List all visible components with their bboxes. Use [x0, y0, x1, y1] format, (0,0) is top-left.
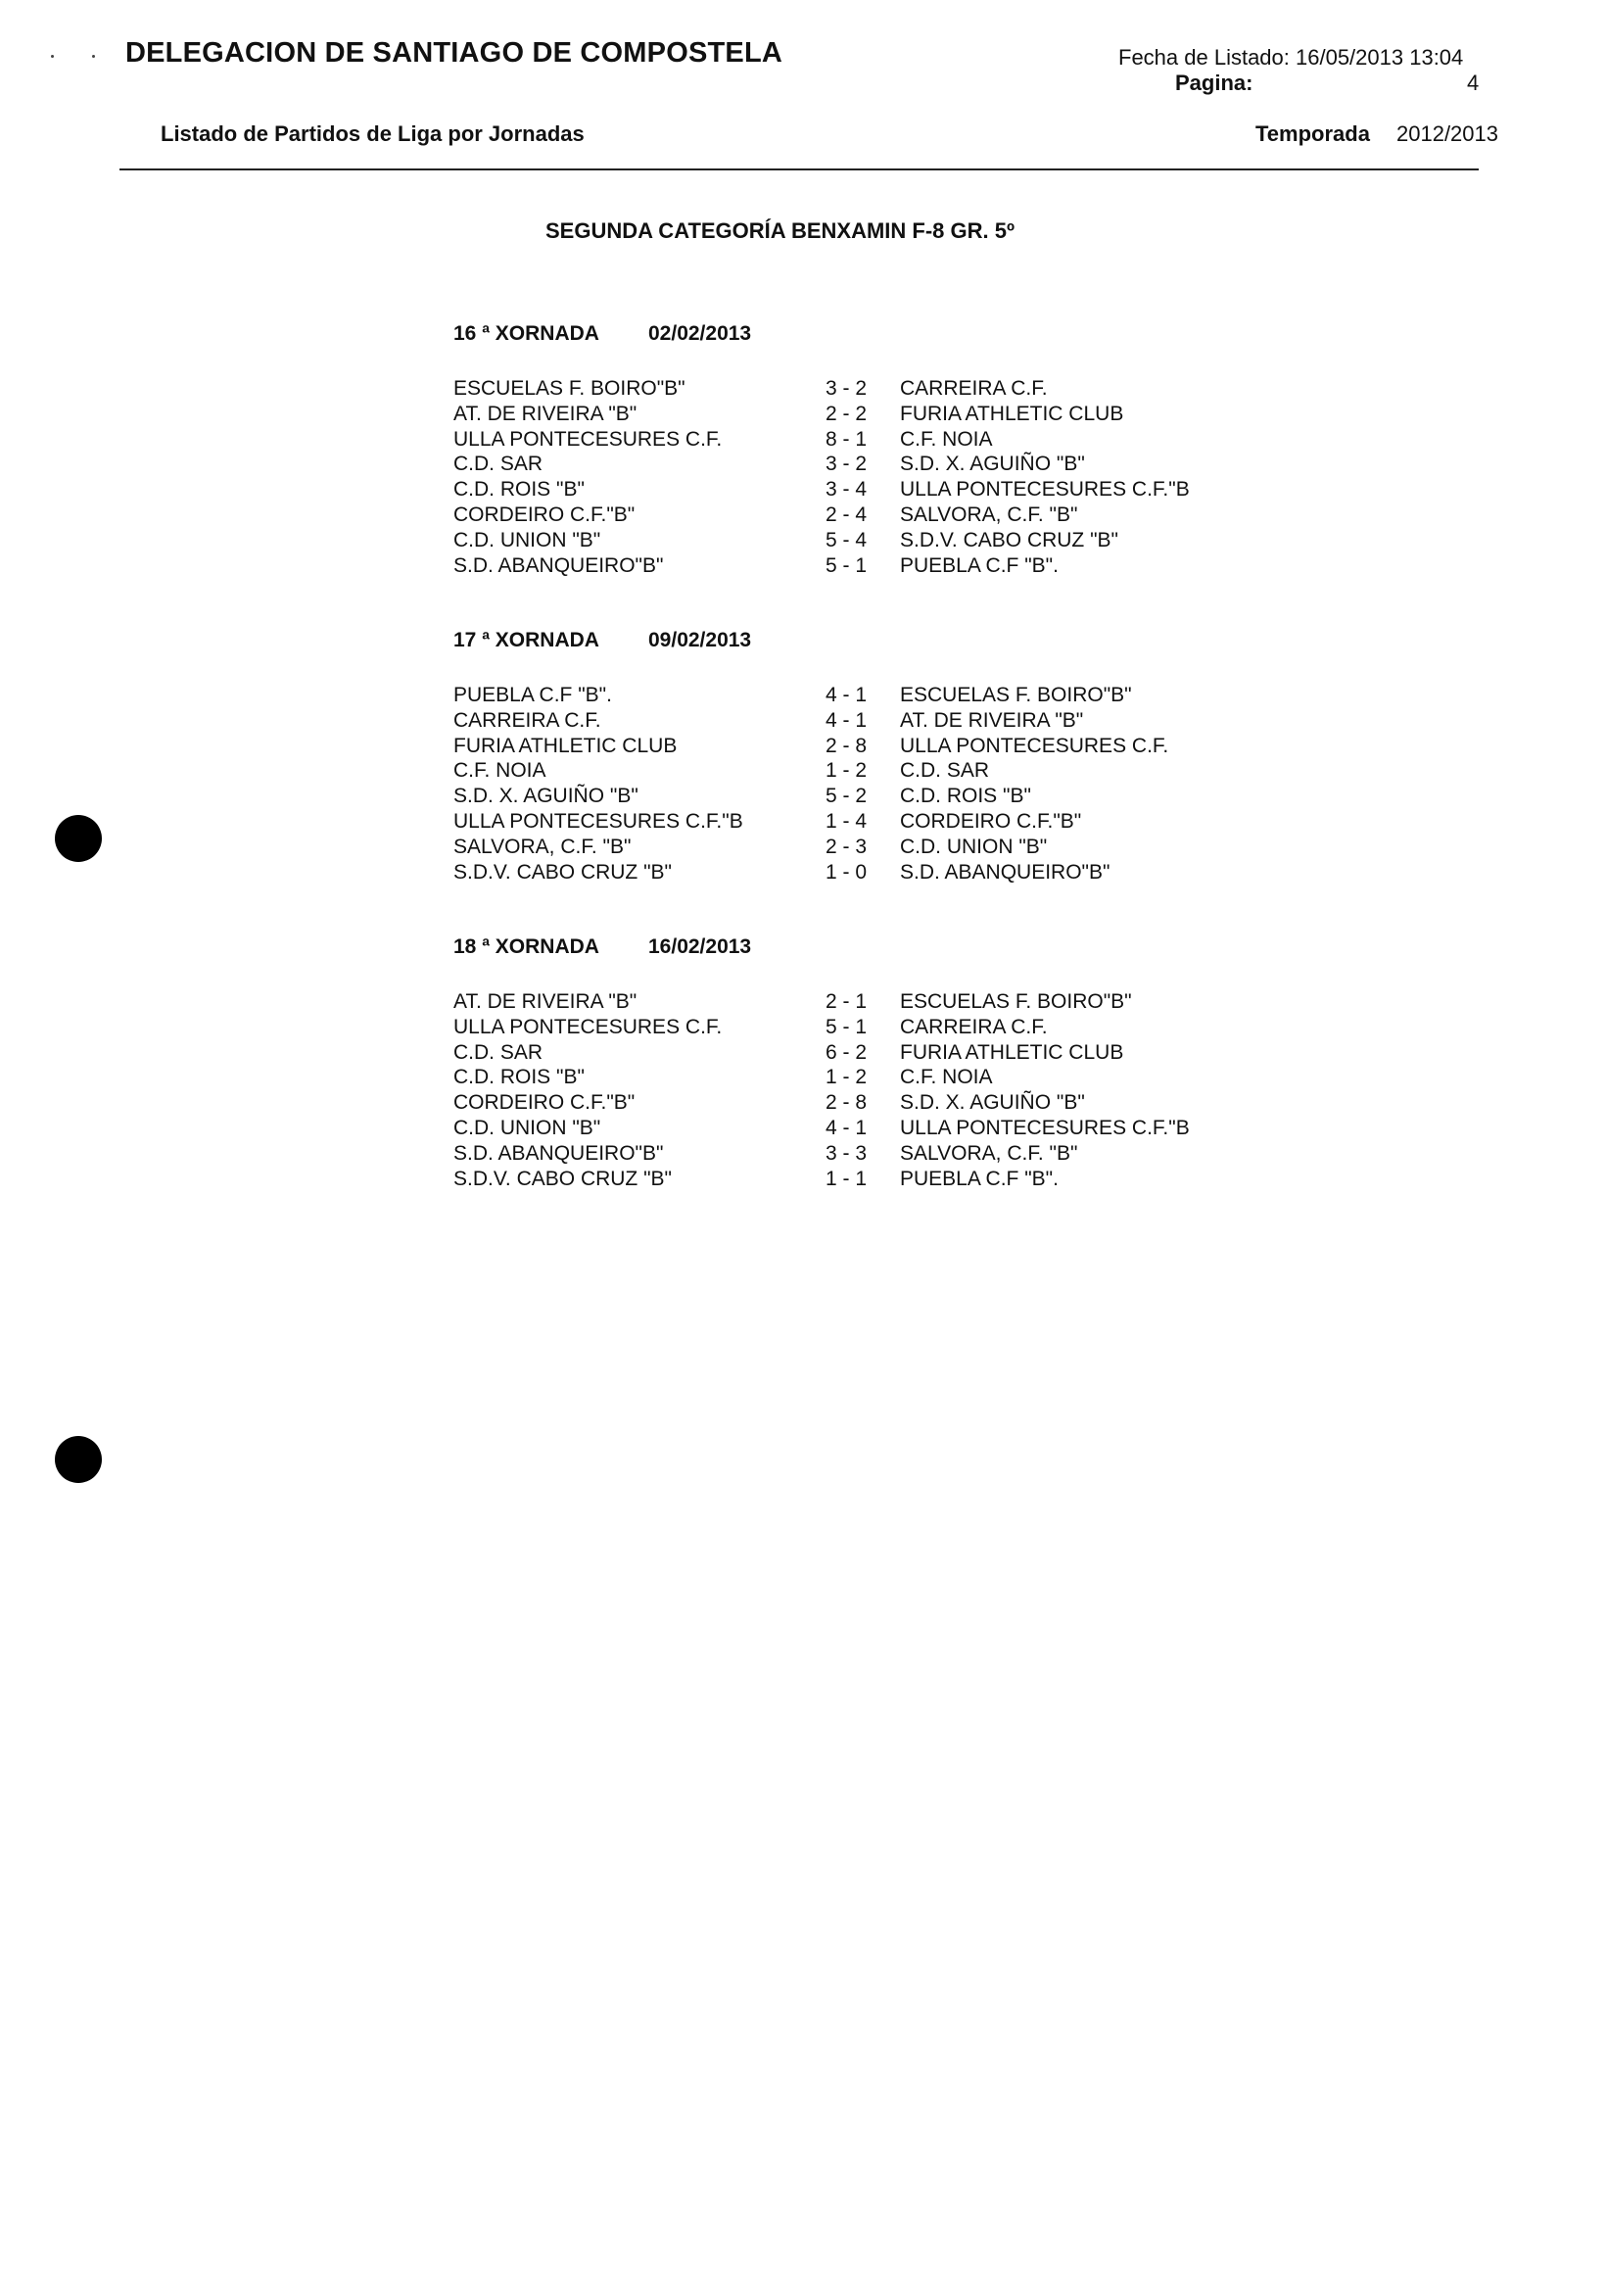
- home-team: C.F. NOIA: [453, 759, 546, 783]
- match-score: 5 - 1: [826, 1015, 868, 1038]
- match-row: [453, 683, 1237, 708]
- round-section: [453, 629, 1237, 885]
- away-team: ULLA PONTECESURES C.F.: [900, 734, 1169, 757]
- match-score: 2 - 4: [826, 502, 868, 526]
- round-header: [453, 935, 1237, 963]
- punch-hole-bottom: [55, 1436, 102, 1483]
- match-list: [453, 376, 1237, 578]
- away-team: CARREIRA C.F.: [900, 1015, 1048, 1038]
- header-divider: [119, 168, 1479, 170]
- match-row: [453, 553, 1237, 579]
- match-row: [453, 708, 1237, 734]
- away-team: C.F. NOIA: [900, 1066, 993, 1089]
- match-row: [453, 477, 1237, 502]
- match-row: [453, 402, 1237, 427]
- match-score: 1 - 2: [826, 759, 868, 783]
- match-score: 5 - 4: [826, 528, 868, 551]
- away-team: ULLA PONTECESURES C.F."B: [900, 478, 1190, 502]
- away-team: C.F. NOIA: [900, 427, 993, 451]
- match-row: [453, 1065, 1237, 1090]
- match-list: [453, 989, 1237, 1191]
- home-team: C.D. SAR: [453, 453, 543, 476]
- match-score: 6 - 2: [826, 1040, 868, 1064]
- match-score: 4 - 1: [826, 708, 868, 732]
- away-team: C.D. ROIS "B": [900, 785, 1031, 808]
- home-team: ESCUELAS F. BOIRO"B": [453, 377, 685, 400]
- scan-speck: [51, 55, 54, 58]
- season-label: Temporada: [1255, 121, 1370, 146]
- organization-title: DELEGACION DE SANTIAGO DE COMPOSTELA: [125, 37, 783, 69]
- match-row: [453, 1116, 1237, 1141]
- match-score: 4 - 1: [826, 684, 868, 706]
- home-team: C.D. UNION "B": [453, 528, 601, 551]
- match-score: 3 - 2: [826, 377, 868, 400]
- match-score: 3 - 4: [826, 478, 868, 502]
- home-team: CORDEIRO C.F."B": [453, 502, 636, 526]
- round-date: 02/02/2013: [648, 322, 752, 345]
- match-row: [453, 1090, 1237, 1116]
- away-team: C.D. UNION "B": [900, 835, 1048, 858]
- match-score: 8 - 1: [826, 427, 868, 451]
- away-team: PUEBLA C.F "B".: [900, 553, 1059, 577]
- away-team: SALVORA, C.F. "B": [900, 502, 1078, 526]
- home-team: C.D. SAR: [453, 1040, 543, 1064]
- match-score: 1 - 1: [826, 1167, 868, 1190]
- page-label: Pagina:: [1175, 71, 1253, 95]
- report-title: Listado de Partidos de Liga por Jornadas: [161, 121, 585, 146]
- home-team: CARREIRA C.F.: [453, 708, 601, 732]
- match-row: [453, 502, 1237, 528]
- match-score: 3 - 2: [826, 453, 868, 476]
- match-row: [453, 860, 1237, 885]
- home-team: PUEBLA C.F "B".: [453, 684, 612, 706]
- round-header: [453, 629, 1237, 656]
- home-team: C.D. UNION "B": [453, 1116, 601, 1139]
- match-score: 5 - 2: [826, 785, 868, 808]
- round-number: 16 ª XORNADA: [453, 322, 599, 345]
- home-team: ULLA PONTECESURES C.F."B: [453, 809, 743, 833]
- home-team: ULLA PONTECESURES C.F.: [453, 1015, 723, 1038]
- home-team: SALVORA, C.F. "B": [453, 835, 632, 858]
- match-row: [453, 1015, 1237, 1040]
- match-row: [453, 528, 1237, 553]
- home-team: AT. DE RIVEIRA "B": [453, 402, 638, 425]
- match-score: 3 - 3: [826, 1141, 868, 1165]
- away-team: FURIA ATHLETIC CLUB: [900, 1040, 1124, 1064]
- match-row: [453, 758, 1237, 784]
- home-team: S.D. X. AGUIÑO "B": [453, 785, 638, 808]
- away-team: PUEBLA C.F "B".: [900, 1167, 1059, 1190]
- match-score: 2 - 8: [826, 1091, 868, 1115]
- match-score: 2 - 8: [826, 734, 868, 757]
- home-team: C.D. ROIS "B": [453, 478, 585, 502]
- match-list: [453, 683, 1237, 885]
- home-team: S.D. ABANQUEIRO"B": [453, 1141, 664, 1165]
- match-row: [453, 809, 1237, 835]
- away-team: ULLA PONTECESURES C.F."B: [900, 1116, 1190, 1139]
- match-score: 2 - 1: [826, 990, 868, 1013]
- away-team: S.D. X. AGUIÑO "B": [900, 453, 1085, 476]
- away-team: CORDEIRO C.F."B": [900, 809, 1082, 833]
- match-row: [453, 835, 1237, 860]
- season-value: 2012/2013: [1396, 121, 1498, 146]
- home-team: AT. DE RIVEIRA "B": [453, 990, 638, 1013]
- match-score: 5 - 1: [826, 553, 868, 577]
- away-team: ESCUELAS F. BOIRO"B": [900, 684, 1132, 706]
- away-team: S.D.V. CABO CRUZ "B": [900, 528, 1119, 551]
- match-row: [453, 989, 1237, 1015]
- round-number: 18 ª XORNADA: [453, 935, 599, 958]
- away-team: ESCUELAS F. BOIRO"B": [900, 990, 1132, 1013]
- match-row: [453, 427, 1237, 453]
- round-date: 09/02/2013: [648, 629, 752, 651]
- match-row: [453, 452, 1237, 477]
- round-section: [453, 935, 1237, 1191]
- away-team: AT. DE RIVEIRA "B": [900, 708, 1084, 732]
- page-number: 4: [1467, 71, 1480, 95]
- away-team: FURIA ATHLETIC CLUB: [900, 402, 1124, 425]
- away-team: S.D. X. AGUIÑO "B": [900, 1091, 1085, 1115]
- category-title: SEGUNDA CATEGORÍA BENXAMIN F-8 GR. 5º: [545, 218, 1016, 243]
- match-score: 1 - 0: [826, 860, 868, 884]
- match-score: 2 - 3: [826, 835, 868, 858]
- scan-speck: [92, 55, 95, 58]
- home-team: CORDEIRO C.F."B": [453, 1091, 636, 1115]
- home-team: S.D.V. CABO CRUZ "B": [453, 1167, 673, 1190]
- home-team: S.D.V. CABO CRUZ "B": [453, 860, 673, 884]
- match-row: [453, 1141, 1237, 1167]
- home-team: S.D. ABANQUEIRO"B": [453, 553, 664, 577]
- away-team: CARREIRA C.F.: [900, 377, 1048, 400]
- punch-hole-top: [55, 815, 102, 862]
- away-team: C.D. SAR: [900, 759, 990, 783]
- home-team: ULLA PONTECESURES C.F.: [453, 427, 723, 451]
- listing-date: Fecha de Listado: 16/05/2013 13:04: [1118, 45, 1464, 70]
- match-row: [453, 1040, 1237, 1066]
- match-score: 1 - 4: [826, 809, 868, 833]
- round-section: [453, 322, 1237, 578]
- round-number: 17 ª XORNADA: [453, 629, 599, 651]
- match-row: [453, 734, 1237, 759]
- match-score: 1 - 2: [826, 1066, 868, 1089]
- round-date: 16/02/2013: [648, 935, 752, 958]
- away-team: SALVORA, C.F. "B": [900, 1141, 1078, 1165]
- match-row: [453, 784, 1237, 809]
- match-score: 2 - 2: [826, 402, 868, 425]
- match-row: [453, 376, 1237, 402]
- match-score: 4 - 1: [826, 1116, 868, 1139]
- home-team: C.D. ROIS "B": [453, 1066, 585, 1089]
- match-row: [453, 1167, 1237, 1192]
- home-team: FURIA ATHLETIC CLUB: [453, 734, 678, 757]
- round-header: [453, 322, 1237, 350]
- away-team: S.D. ABANQUEIRO"B": [900, 860, 1110, 884]
